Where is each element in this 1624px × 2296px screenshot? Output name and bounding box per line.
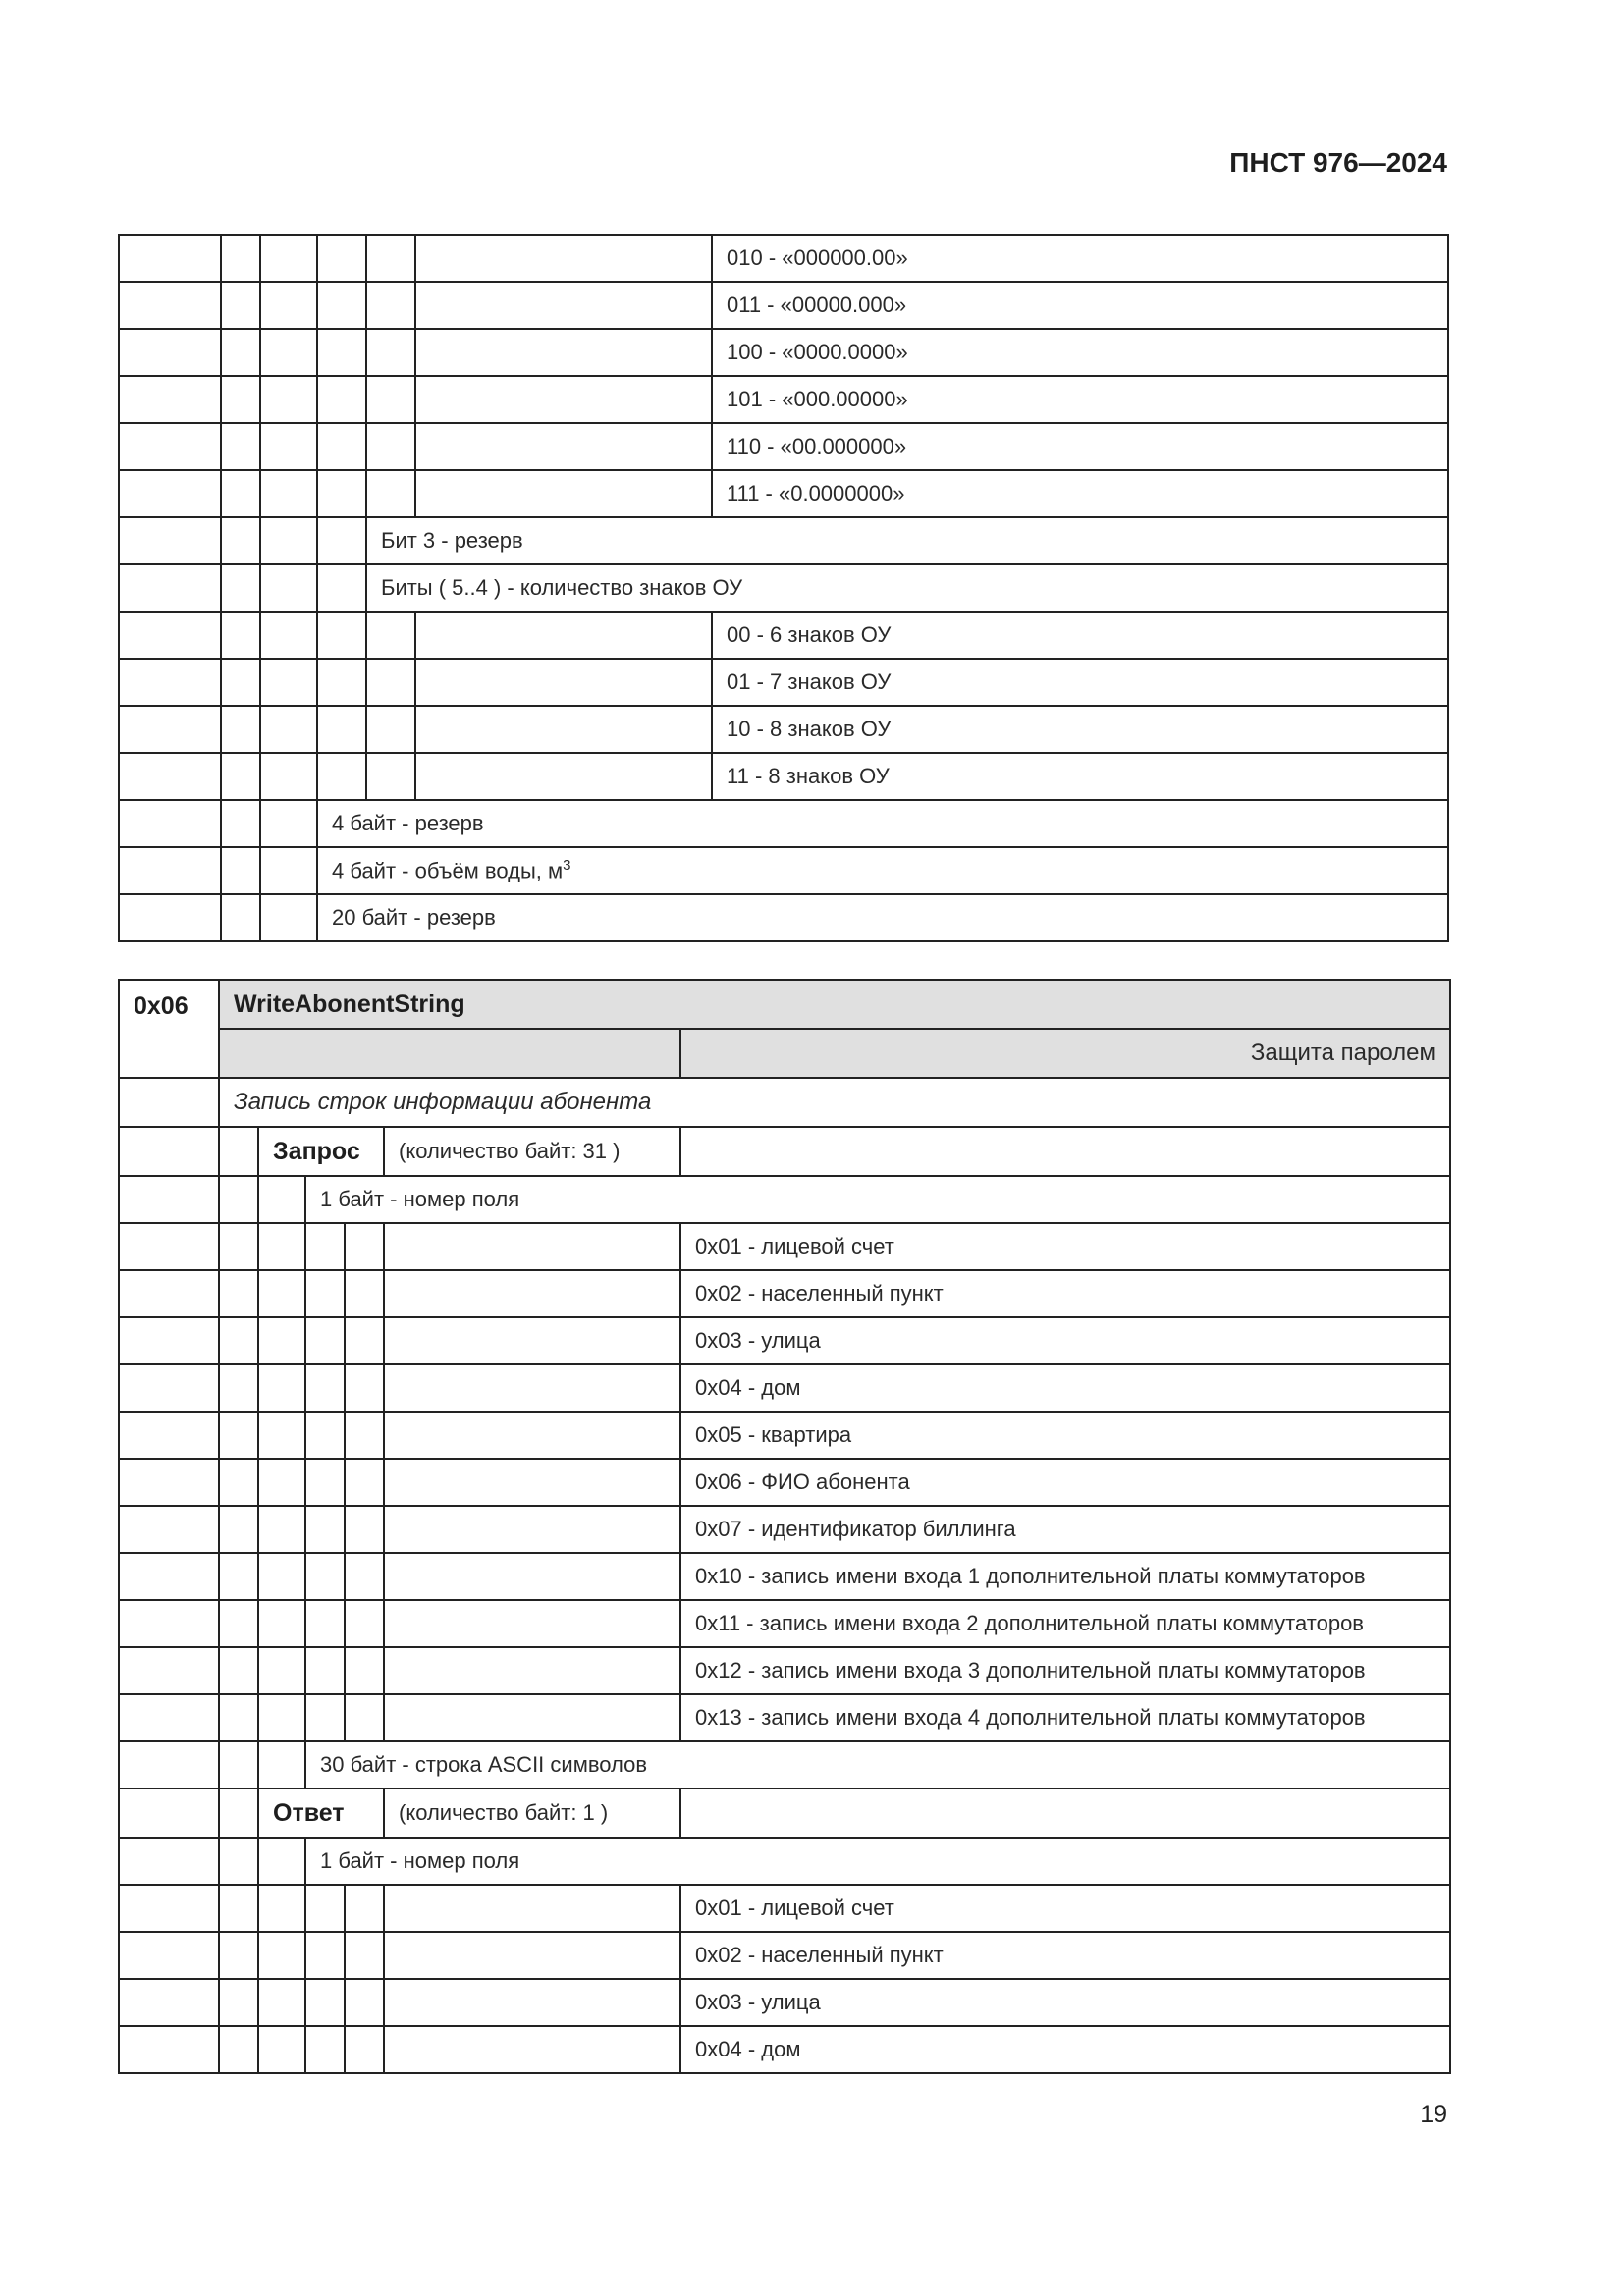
field-code: 0x10 - запись имени входа 1 дополнительной платы коммутаторов [680,1553,1450,1600]
water-volume-text: 4 байт - объём воды, м [332,858,564,883]
table-row [119,1459,1450,1506]
field-code: 0x04 - дом [680,2026,1450,2073]
table-row [119,517,1448,564]
request-row [119,1127,1450,1176]
request-label: Запрос [258,1127,384,1176]
request-byte-count: (количество байт: 31 ) [384,1127,680,1176]
document-header: ПНСТ 976—2024 [1229,147,1447,178]
format-code: 111 - «0.0000000» [712,470,1448,517]
field-code: 0x06 - ФИО абонента [680,1459,1450,1506]
table-row [119,1553,1450,1600]
command-name: WriteAbonentString [219,980,1450,1029]
table-row [119,1979,1450,2026]
table-row [119,564,1448,612]
table-row [119,1176,1450,1223]
water-volume [317,847,1448,894]
table-row [119,1412,1450,1459]
digit-code: 10 - 8 знаков ОУ [712,706,1448,753]
field-number: 1 байт - номер поля [305,1176,1450,1223]
field-code: 0x11 - запись имени входа 2 дополнительной платы коммутаторов [680,1600,1450,1647]
command-header-row [119,980,1450,1029]
field-code: 0x04 - дом [680,1364,1450,1412]
digit-code: 00 - 6 знаков ОУ [712,612,1448,659]
ascii-string: 30 байт - строка ASCII символов [305,1741,1450,1789]
field-code: 0x03 - улица [680,1317,1450,1364]
field-number: 1 байт - номер поля [305,1838,1450,1885]
table-row [119,2026,1450,2073]
water-volume-exponent: 3 [563,857,571,875]
response-row [119,1789,1450,1838]
table-row [119,423,1448,470]
table-row [119,706,1448,753]
table-row [119,376,1448,423]
response-label: Ответ [258,1789,384,1838]
table-row [119,235,1448,282]
field-code: 0x01 - лицевой счет [680,1885,1450,1932]
table-row [119,1270,1450,1317]
reserve-4-bytes: 4 байт - резерв [317,800,1448,847]
table-row [119,847,1448,894]
digit-code: 01 - 7 знаков ОУ [712,659,1448,706]
response-byte-count: (количество байт: 1 ) [384,1789,680,1838]
field-code: 0x05 - квартира [680,1412,1450,1459]
table-row [119,1741,1450,1789]
command-code: 0x06 [119,980,219,1078]
format-code: 010 - «000000.00» [712,235,1448,282]
format-code: 101 - «000.00000» [712,376,1448,423]
description-row [119,1078,1450,1127]
table-row [119,1506,1450,1553]
table-row [119,894,1448,941]
format-code: 100 - «0000.0000» [712,329,1448,376]
table-row [119,612,1448,659]
table-row [119,1364,1450,1412]
table-row [119,753,1448,800]
format-code: 110 - «00.000000» [712,423,1448,470]
continuation-table [118,234,1449,942]
field-code: 0x03 - улица [680,1979,1450,2026]
table-row [119,659,1448,706]
bit3-reserve: Бит 3 - резерв [366,517,1448,564]
protection-row [119,1029,1450,1078]
field-code: 0x12 - запись имени входа 3 дополнительной платы коммутаторов [680,1647,1450,1694]
table-row [119,1694,1450,1741]
table-row [119,1932,1450,1979]
command-description: Запись строк информации абонента [219,1078,1450,1127]
digit-code: 11 - 8 знаков ОУ [712,753,1448,800]
table-row [119,282,1448,329]
command-table [118,979,1451,2074]
table-row [119,329,1448,376]
table-row [119,1647,1450,1694]
table-row [119,1317,1450,1364]
table-row [119,470,1448,517]
field-code: 0x01 - лицевой счет [680,1223,1450,1270]
page-number: 19 [1420,2101,1447,2128]
table-row [119,1885,1450,1932]
reserve-20-bytes: 20 байт - резерв [317,894,1448,941]
bits54-description: Биты ( 5..4 ) - количество знаков ОУ [366,564,1448,612]
password-protection: Защита паролем [680,1029,1450,1078]
field-code: 0x02 - населенный пункт [680,1932,1450,1979]
table-row [119,1223,1450,1270]
table-row [119,800,1448,847]
field-code: 0x13 - запись имени входа 4 дополнительной платы коммутаторов [680,1694,1450,1741]
table-row [119,1838,1450,1885]
field-code: 0x07 - идентификатор биллинга [680,1506,1450,1553]
table-row [119,1600,1450,1647]
format-code: 011 - «00000.000» [712,282,1448,329]
field-code: 0x02 - населенный пункт [680,1270,1450,1317]
